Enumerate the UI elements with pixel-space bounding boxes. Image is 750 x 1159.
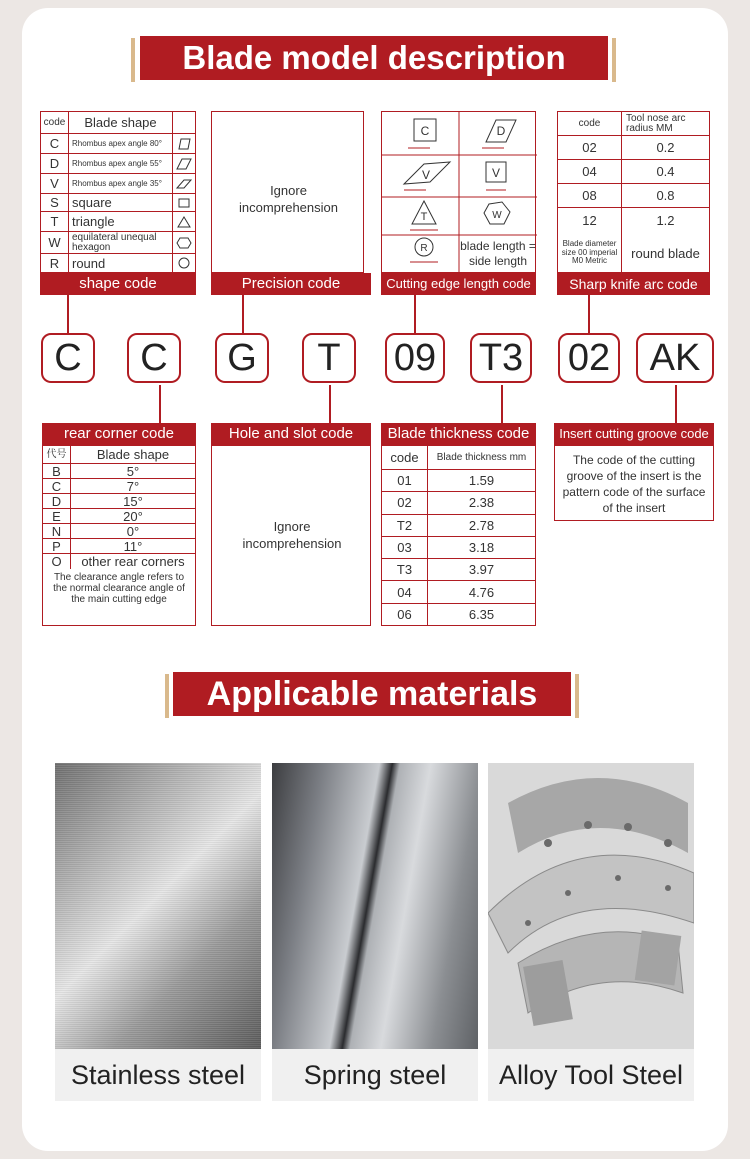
banner-left-rule	[131, 38, 135, 82]
triangle-icon	[173, 212, 195, 231]
table-row	[382, 581, 535, 603]
code-box-arc: 02	[558, 333, 620, 383]
table-header	[558, 112, 709, 136]
shape-code-table	[40, 111, 196, 273]
table-cell: T	[41, 212, 69, 231]
circle-icon	[173, 254, 195, 272]
table-row	[43, 509, 195, 524]
table-row	[41, 134, 195, 154]
rear-corner-caption: rear corner code	[42, 423, 196, 445]
header-cell: Tool nose arc radius MM	[626, 112, 686, 134]
table-row	[41, 254, 195, 272]
connector	[675, 385, 677, 423]
groove-body: The code of the cutting groove of the insert is the pattern code of the surface of the insert	[562, 453, 706, 515]
precision-code-box	[211, 111, 364, 273]
section-title-blade-model: Blade model description	[140, 36, 608, 80]
header-cell: Blade thickness mm	[436, 451, 527, 463]
triangle-t-icon	[410, 201, 438, 230]
table-row	[43, 479, 195, 494]
table-cell: 15°	[123, 493, 143, 509]
material-label: Alloy Tool Steel	[488, 1049, 694, 1101]
table-cell: 6.35	[468, 607, 495, 623]
header-cell: code	[558, 112, 622, 135]
edge-letter: C	[420, 124, 430, 138]
banner-left-rule	[165, 674, 169, 718]
code-box-rear-corner: C	[127, 333, 181, 383]
hexagon-w-icon	[484, 202, 510, 224]
table-cell: other rear corners	[81, 554, 185, 569]
table-row	[41, 194, 195, 212]
edge-letter: R	[420, 243, 428, 254]
table-cell: 04	[558, 160, 622, 183]
rhombus-35-icon	[173, 174, 195, 193]
table-cell: V	[41, 174, 69, 193]
table-cell: square	[69, 194, 173, 211]
rhombus-d-icon	[482, 120, 516, 148]
rhombus-v2-icon	[486, 162, 506, 190]
table-cell: Rhombus apex angle 80°	[69, 134, 173, 153]
table-cell: 12	[558, 208, 622, 232]
alloy-tool-steel-image	[488, 763, 694, 1049]
table-row	[43, 539, 195, 554]
code-box-edge-length: 09	[385, 333, 445, 383]
table-cell: W	[41, 232, 69, 253]
table-row	[558, 208, 709, 232]
table-cell: 4.76	[468, 584, 495, 600]
table-cell: C	[41, 134, 69, 153]
hexagon-icon	[173, 232, 195, 253]
material-card-alloy	[488, 763, 694, 1101]
connector	[501, 385, 503, 423]
table-row	[43, 524, 195, 539]
table-row	[43, 494, 195, 509]
header-cell: Blade shape	[69, 112, 173, 133]
section-title-materials: Applicable materials	[173, 672, 571, 716]
code-box-shape: C	[41, 333, 95, 383]
header-cell: Blade shape	[96, 447, 170, 462]
thickness-caption: Blade thickness code	[381, 423, 536, 445]
table-row	[382, 559, 535, 581]
connector	[414, 295, 416, 333]
table-cell: 2.78	[468, 517, 495, 533]
table-header	[43, 446, 195, 464]
rhombus-c-icon	[408, 119, 436, 148]
edge-letter: T	[420, 211, 428, 223]
table-cell: 01	[382, 470, 428, 491]
table-cell: T3	[382, 559, 428, 580]
cutting-edge-box	[381, 111, 536, 273]
table-cell: 7°	[126, 478, 140, 494]
table-cell: P	[43, 539, 71, 553]
table-row	[43, 464, 195, 479]
material-label: Stainless steel	[55, 1049, 261, 1101]
code-box-groove: AK	[636, 333, 714, 383]
table-cell: B	[43, 464, 71, 478]
arc-code-caption: Sharp knife arc code	[557, 273, 710, 295]
connector	[329, 385, 331, 423]
table-row	[41, 154, 195, 174]
table-row	[558, 232, 709, 274]
table-cell: 0°	[126, 523, 140, 539]
table-cell: 04	[382, 581, 428, 602]
table-cell: 11°	[123, 538, 143, 554]
table-row	[382, 537, 535, 559]
alloy-parts-illustration	[488, 763, 694, 1049]
table-cell: round blade	[631, 245, 700, 261]
code-box-thickness: T3	[470, 333, 532, 383]
table-row	[43, 554, 195, 569]
connector	[242, 295, 244, 333]
table-cell: 06	[382, 604, 428, 626]
stainless-steel-image	[55, 763, 261, 1049]
table-cell: O	[43, 554, 71, 569]
rhombus-55-icon	[173, 154, 195, 173]
connector	[67, 295, 69, 333]
circle-r-icon	[410, 238, 438, 262]
table-cell: 0.8	[656, 188, 675, 203]
edge-letter: V	[421, 168, 431, 182]
edge-letter: D	[496, 124, 506, 138]
table-cell: 5°	[126, 463, 140, 479]
table-cell: 2.38	[468, 495, 495, 511]
table-row	[41, 174, 195, 194]
table-cell: 3.97	[468, 562, 495, 578]
table-cell: 1.59	[468, 473, 495, 489]
table-cell: R	[41, 254, 69, 272]
table-row	[382, 515, 535, 537]
table-header	[382, 446, 535, 470]
table-row	[382, 470, 535, 492]
table-row	[558, 184, 709, 208]
table-cell: Rhombus apex angle 35°	[69, 174, 173, 193]
table-row	[558, 136, 709, 160]
header-cell	[173, 112, 195, 133]
material-card-stainless	[55, 763, 261, 1101]
table-cell: D	[43, 494, 71, 508]
table-cell: 03	[382, 537, 428, 558]
material-card-spring	[272, 763, 478, 1101]
material-label: Spring steel	[272, 1049, 478, 1101]
table-cell: equilateral unequal hexagon	[69, 232, 173, 253]
table-cell: 08	[558, 184, 622, 207]
thickness-table	[381, 445, 536, 626]
table-cell: E	[43, 509, 71, 523]
rear-corner-note: The clearance angle refers to the normal clearance angle of the main cutting edge	[53, 572, 185, 605]
square-icon	[173, 194, 195, 211]
hole-slot-box	[211, 445, 371, 626]
table-cell: 02	[558, 136, 622, 159]
hole-slot-body: Ignore incomprehension	[242, 519, 342, 551]
table-cell: T2	[382, 515, 428, 536]
table-cell: 20°	[123, 508, 143, 524]
table-cell: Blade diameter size 00 imperial M0 Metric	[558, 232, 622, 274]
table-row	[558, 160, 709, 184]
arc-code-table	[557, 111, 710, 273]
shape-code-caption: shape code	[40, 273, 196, 295]
spring-steel-image	[272, 763, 478, 1049]
rhombus-v-icon	[404, 162, 450, 190]
groove-caption: Insert cutting groove code	[554, 423, 714, 445]
table-cell: triangle	[69, 212, 173, 231]
header-cell: code	[41, 112, 69, 133]
table-cell: S	[41, 194, 69, 211]
table-cell: 0.4	[656, 164, 675, 179]
precision-body: Ignore incomprehension	[238, 183, 338, 215]
connector	[159, 385, 161, 423]
table-cell: 0.2	[656, 140, 675, 155]
header-cell: 代号	[43, 446, 71, 463]
header-cell: code	[382, 446, 428, 469]
table-cell: 3.18	[468, 540, 495, 556]
table-row	[41, 232, 195, 254]
table-cell: 1.2	[656, 212, 675, 228]
precision-code-caption: Precision code	[211, 273, 371, 295]
cutting-edge-caption: Cutting edge length code	[381, 273, 536, 295]
connector	[588, 295, 590, 333]
banner-right-rule	[575, 674, 579, 718]
groove-box	[554, 445, 714, 521]
table-header	[41, 112, 195, 134]
cutting-edge-note: blade length = side length	[460, 239, 536, 268]
table-row	[41, 212, 195, 232]
table-cell: N	[43, 524, 71, 538]
banner-right-rule	[612, 38, 616, 82]
table-cell: C	[43, 479, 71, 493]
edge-letter: W	[492, 210, 502, 221]
table-cell: D	[41, 154, 69, 173]
table-row	[382, 604, 535, 626]
table-cell: round	[69, 254, 173, 272]
table-cell: Rhombus apex angle 55°	[69, 154, 173, 173]
edge-letter: V	[491, 166, 501, 180]
rear-corner-table	[42, 445, 196, 626]
rhombus-80-icon	[173, 134, 195, 153]
table-cell: 02	[382, 492, 428, 513]
code-box-hole-slot: T	[302, 333, 356, 383]
hole-slot-caption: Hole and slot code	[211, 423, 371, 445]
code-box-precision: G	[215, 333, 269, 383]
table-row	[382, 492, 535, 514]
